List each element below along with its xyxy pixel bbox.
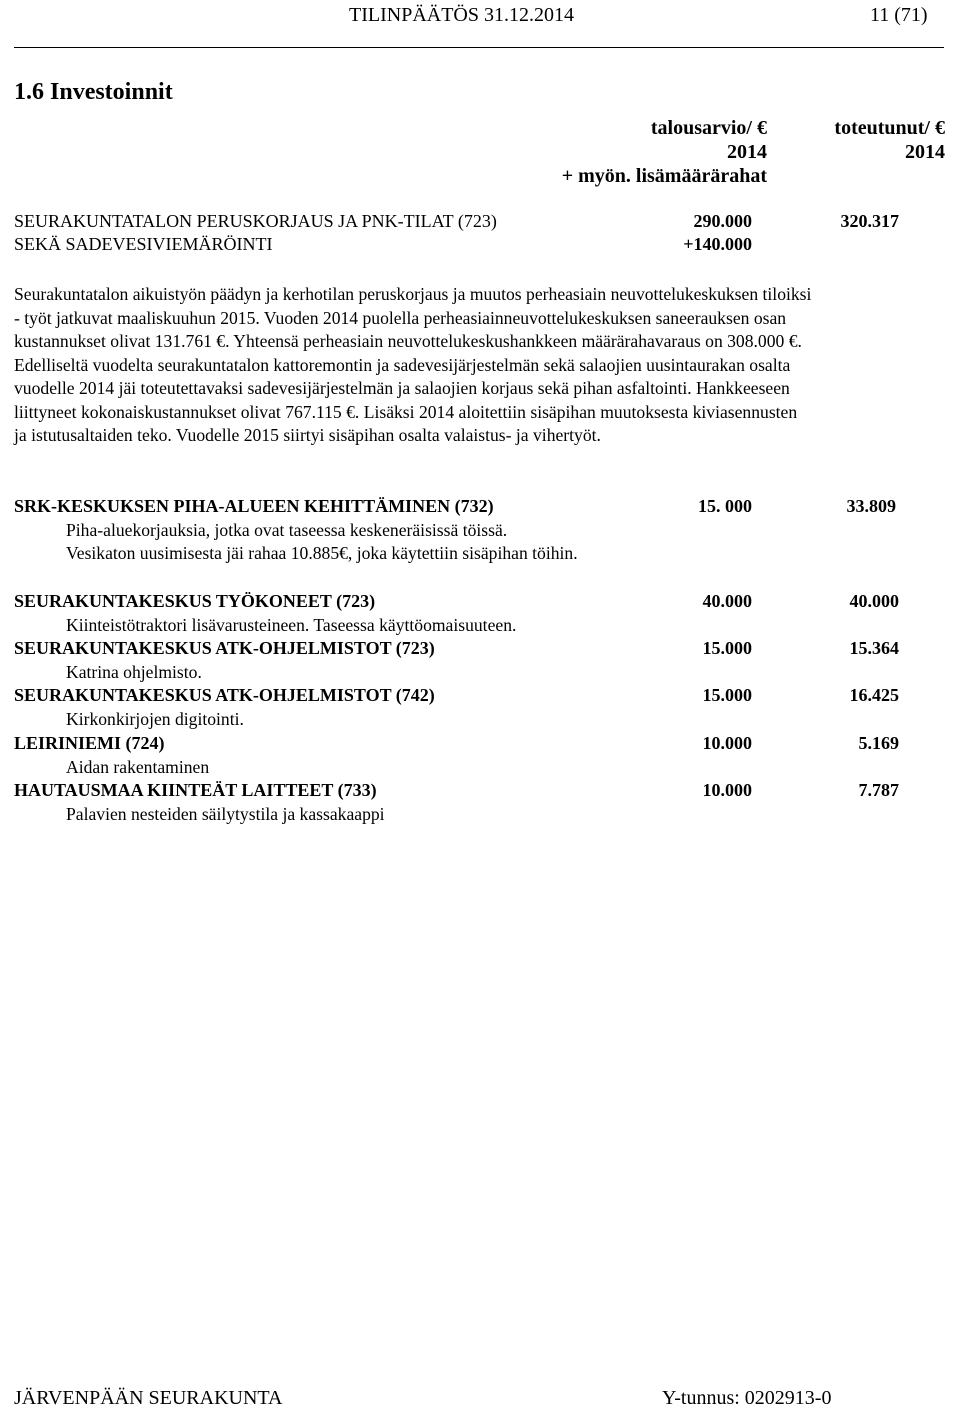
- budget-column-header: [562, 116, 767, 188]
- page-number: 11 (71): [870, 4, 928, 26]
- paragraph-line: ja istutusaltaiden teko. Vuodelle 2015 siirtyi sisäpihan osalta valaistus- ja vihertyöt.: [14, 425, 601, 445]
- budget-amount: 290.000: [693, 211, 752, 231]
- budget-additional-amount: +140.000: [683, 234, 752, 254]
- paragraph-line: Edelliseltä vuodelta seurakuntatalon kattoremontin ja sadevesijärjestelmän sekä salaojien uusintaurakan osalta: [14, 354, 791, 375]
- item-note: Aidan rakentaminen: [66, 757, 210, 777]
- item-name: SEURAKUNTATALON PERUSKORJAUS JA PNK-TILAT (723): [14, 211, 497, 231]
- actual-column-header: [834, 116, 945, 164]
- item-note: Katrina ohjelmisto.: [66, 662, 202, 682]
- budget-header-line: + myön. lisämäärärahat: [561, 165, 767, 187]
- item-note: Vesikaton uusimisesta jäi rahaa 10.885€, joka käytettiin sisäpihan töihin.: [66, 543, 578, 563]
- paragraph-line: - työt jatkuvat maaliskuuhun 2015. Vuoden 2014 puolella perheasiainneuvottelukeskuksen saneerauksen osan: [14, 307, 787, 328]
- actual-header-line: 2014: [905, 141, 945, 163]
- item-note: Palavien nesteiden säilytystila ja kassakaappi: [66, 804, 385, 824]
- actual-amount: 33.809: [846, 496, 896, 516]
- actual-amount: 15.364: [849, 638, 899, 658]
- actual-amount: 16.425: [849, 685, 899, 705]
- item-name-continued: SEKÄ SADEVESIVIEMÄRÖINTI: [14, 234, 273, 254]
- header-divider: [14, 47, 944, 48]
- main-item-description: [14, 283, 949, 448]
- item-note: Piha-aluekorjauksia, jotka ovat taseessa keskeneräisissä töissä.: [66, 520, 508, 540]
- footer-organization: JÄRVENPÄÄN SEURAKUNTA: [14, 1387, 283, 1409]
- actual-header-line: toteutunut/ €: [834, 117, 945, 139]
- actual-amount: 5.169: [858, 733, 899, 753]
- paragraph-line: vuodelle 2014 jäi toteutettavaksi sadevesijärjestelmän ja salaojien korjaus sekä pihan asfaltointi. Hankkeeseen: [14, 378, 790, 398]
- budget-amount: 15.000: [702, 638, 752, 658]
- section-title: 1.6 Investoinnit: [14, 79, 173, 105]
- actual-amount: 7.787: [858, 780, 899, 800]
- footer-business-id: Y-tunnus: 0202913-0: [662, 1387, 832, 1409]
- document-title: TILINPÄÄTÖS 31.12.2014: [349, 4, 574, 26]
- item-note: Kiinteistötraktori lisävarusteineen. Taseessa käyttöomaisuuteen.: [66, 615, 517, 635]
- item-name: SEURAKUNTAKESKUS ATK-OHJELMISTOT (742): [14, 685, 435, 705]
- budget-amount: 10.000: [702, 733, 752, 753]
- actual-amount: 40.000: [849, 591, 899, 611]
- item-name: LEIRINIEMI (724): [14, 733, 165, 753]
- budget-amount: 10.000: [702, 780, 752, 800]
- budget-header-line: 2014: [727, 141, 767, 163]
- item-name: SRK-KESKUKSEN PIHA-ALUEEN KEHITTÄMINEN (732): [14, 496, 494, 516]
- item-note: Kirkonkirjojen digitointi.: [66, 709, 244, 729]
- paragraph-line: Seurakuntatalon aikuistyön päädyn ja kerhotilan peruskorjaus ja muutos perheasiain neuvottelukeskuksen tiloiksi: [14, 284, 812, 304]
- paragraph-line: liittyneet kokonaiskustannukset olivat 767.115 €. Lisäksi 2014 aloitettiin sisäpihan muutoksesta kiviasennusten: [14, 401, 798, 422]
- budget-amount: 15. 000: [698, 496, 752, 516]
- item-name: HAUTAUSMAA KIINTEÄT LAITTEET (733): [14, 780, 377, 800]
- actual-amount: 320.317: [840, 211, 899, 231]
- budget-amount: 40.000: [702, 591, 752, 611]
- item-name: SEURAKUNTAKESKUS TYÖKONEET (723): [14, 591, 376, 611]
- paragraph-line: kustannukset olivat 131.761 €. Yhteensä perheasiain neuvottelukeskushankkeen määrärahavaraus on 308.000 €.: [14, 331, 802, 351]
- item-name: SEURAKUNTAKESKUS ATK-OHJELMISTOT (723): [14, 638, 435, 658]
- budget-amount: 15.000: [702, 685, 752, 705]
- budget-header-line: talousarvio/ €: [650, 117, 767, 139]
